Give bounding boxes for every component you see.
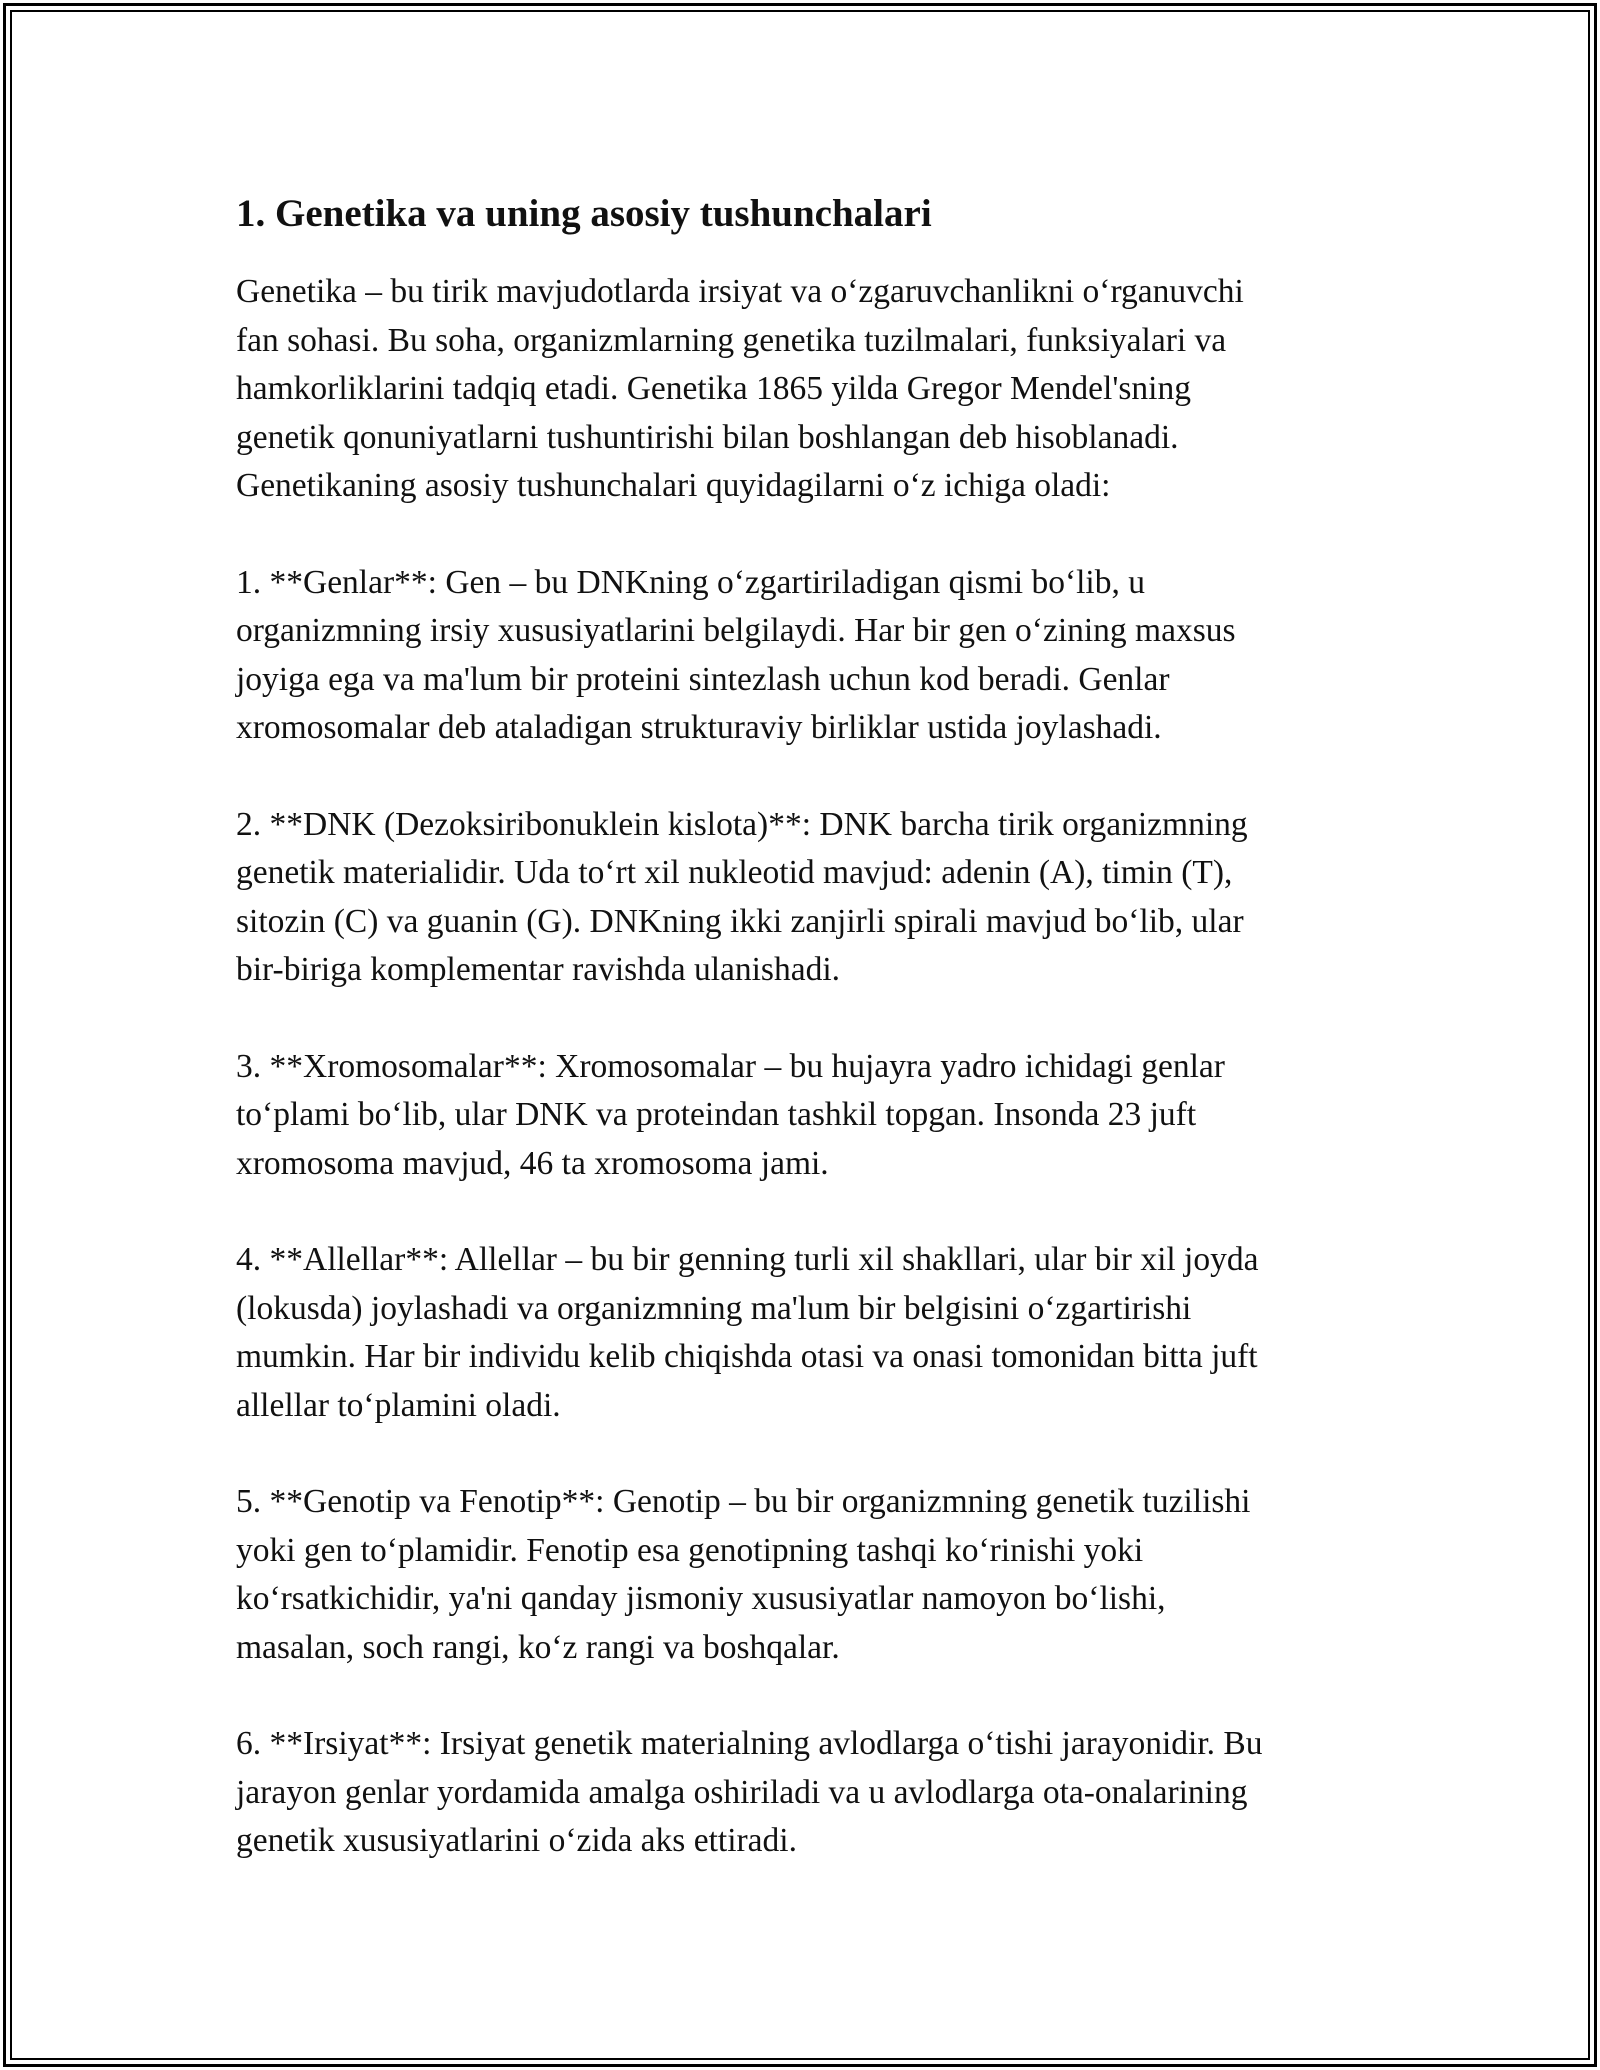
paragraph-dnk: 2. **DNK (Dezoksiribonuklein kislota)**: DNK barcha tirik organizmning genetik materialidir. Uda to‘rt xil nukleotid mavjud: adenin (A), timin (T), sitozin (C) va guanin (G). DNKning ikki zanjirli spirali mavjud bo‘lib, ular bir-biriga komplementar ravishda ulanishadi.	[236, 805, 1248, 988]
intro-paragraph: Genetika – bu tirik mavjudotlarda irsiyat va o‘zgaruvchanlikni o‘rganuvchi fan sohasi. Bu soha, organizmlarning genetika tuzilmalari, funksiyalari va hamkorliklarini tadqiq etadi. Genetika 1865 yilda Gregor Mendel'sning genetik qonuniyatlarni tushuntirishi bilan boshlangan deb hisoblanadi. Genetikaning asosiy tushunchalari quyidagilarni o‘z ichiga oladi:	[236, 273, 1244, 504]
document-page	[236, 188, 1376, 1914]
paragraph-genotip-fenotip: 5. **Genotip va Fenotip**: Genotip – bu bir organizmning genetik tuzilishi yoki gen to‘plamidir. Fenotip esa genotipning tashqi ko‘rinishi yoki ko‘rsatkichidir, ya'ni qanday jismoniy xususiyatlar namoyon bo‘lishi, masalan, soch rangi, ko‘z rangi va boshqalar.	[236, 1483, 1251, 1666]
paragraph-xromosomalar: 3. **Xromosomalar**: Xromosomalar – bu hujayra yadro ichidagi genlar to‘plami bo‘lib, ular DNK va proteindan tashkil topgan. Insonda 23 juft xromosoma mavjud, 46 ta xromosoma jami.	[236, 1047, 1225, 1182]
paragraph-irsiyat: 6. **Irsiyat**: Irsiyat genetik materialning avlodlarga o‘tishi jarayonidir. Bu jarayon genlar yordamida amalga oshiriladi va u avlodlarga ota-onalarining genetik xususiyatlarini o‘zida aks ettiradi.	[236, 1725, 1263, 1859]
paragraph-genlar: 1. **Genlar**: Gen – bu DNKning o‘zgartiriladigan qismi bo‘lib, u organizmning irsiy xususiyatlarini belgilaydi. Har bir gen o‘zining maxsus joyiga ega va ma'lum bir proteini sintezlash uchun kod beradi. Genlar xromosomalar deb ataladigan strukturaviy birliklar ustida joylashadi.	[236, 563, 1236, 746]
paragraph-allellar: 4. **Allellar**: Allellar – bu bir genning turli xil shakllari, ular bir xil joyda (lokusda) joylashadi va organizmning ma'lum bir belgisini o‘zgartirishi mumkin. Har bir individu kelib chiqishda otasi va onasi tomonidan bitta juft allellar to‘plamini oladi.	[236, 1241, 1259, 1424]
document-title: 1. Genetika va uning asosiy tushunchalari	[236, 192, 932, 235]
